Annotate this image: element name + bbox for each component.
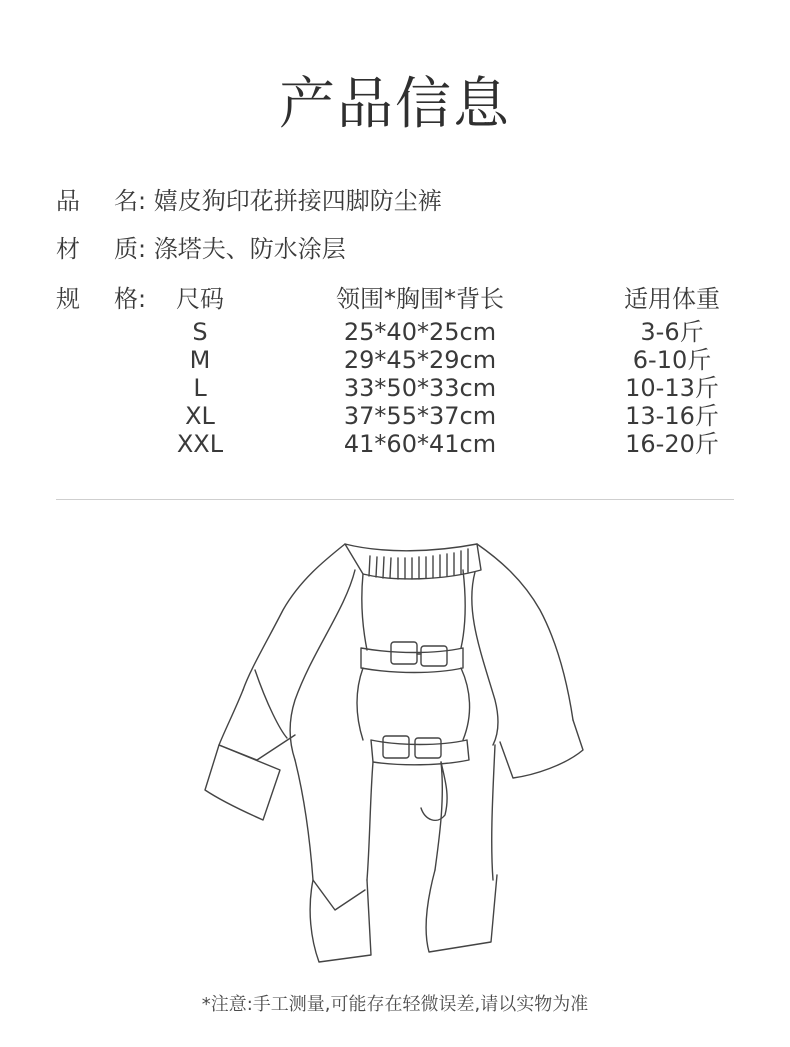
spec-label-char2: 格: [114,285,147,313]
right-torso-seam [461,570,465,648]
product-name-value: 嬉皮狗印花拼接四脚防尘裤 [153,187,442,215]
weight-cell: 10-13斤 [625,374,719,402]
measurement-note: *注意:手工测量,可能存在轻微误差,请以实物为准 [201,994,589,1015]
material-row [56,234,346,264]
product-name-row [56,186,442,216]
right-leg-outer [492,745,495,880]
right-cuff [500,720,583,778]
material-value: 涤塔夫、防水涂层 [153,235,346,263]
size-cell: S [192,318,208,346]
material-label-char2: 质: [114,235,147,263]
measurement-cell: 41*60*41cm [343,430,497,458]
size-cell: M [189,346,211,374]
left-sleeve-fold [255,670,287,738]
upper-buckle-right [421,646,447,666]
right-leg-cuff [426,870,497,952]
lower-strap [371,740,469,765]
left-cuff [205,745,280,820]
weight-cell: 13-16斤 [625,402,719,430]
size-cell: XL [185,402,215,430]
left-shoulder [243,544,345,690]
size-header: 尺码 [176,285,224,313]
weight-cell: 6-10斤 [632,346,712,374]
name-label-char2: 名: [114,187,147,215]
measurement-column [320,284,520,458]
measurement-cell: 37*55*37cm [343,402,497,430]
weight-cell: 3-6斤 [640,318,704,346]
measurement-cell: 25*40*25cm [343,318,497,346]
collar-ribbing [369,549,468,579]
left-leg-inner [367,762,373,880]
size-cell: XXL [176,430,224,458]
size-table [0,284,790,474]
garment-line-drawing [195,530,595,970]
left-leg-outer [295,760,365,910]
right-leg-inner [435,762,442,870]
measurement-header: 领围*胸围*背长 [336,285,504,313]
lower-buckle-left [383,736,409,758]
upper-strap [361,648,463,673]
right-shoulder [477,544,573,720]
weight-column [610,284,734,458]
size-cell: L [193,374,207,402]
left-mid-body [357,668,363,740]
section-divider [56,499,734,500]
spec-label-char1: 规 [56,285,80,313]
lower-buckle-right [415,738,441,758]
right-raglan-seam [472,572,498,745]
left-torso-seam [362,574,367,650]
name-label-char1: 品 [56,187,80,215]
measurement-cell: 29*45*29cm [343,346,497,374]
measurement-cell: 33*50*33cm [343,374,497,402]
material-label-char1: 材 [56,235,80,263]
weight-cell: 16-20斤 [625,430,719,458]
left-raglan-seam [290,570,355,760]
page-title: 产品信息 [279,72,511,137]
right-mid-body [461,668,470,740]
weight-header: 适用体重 [624,285,720,313]
tail-flap [421,762,447,820]
size-column [172,284,228,458]
